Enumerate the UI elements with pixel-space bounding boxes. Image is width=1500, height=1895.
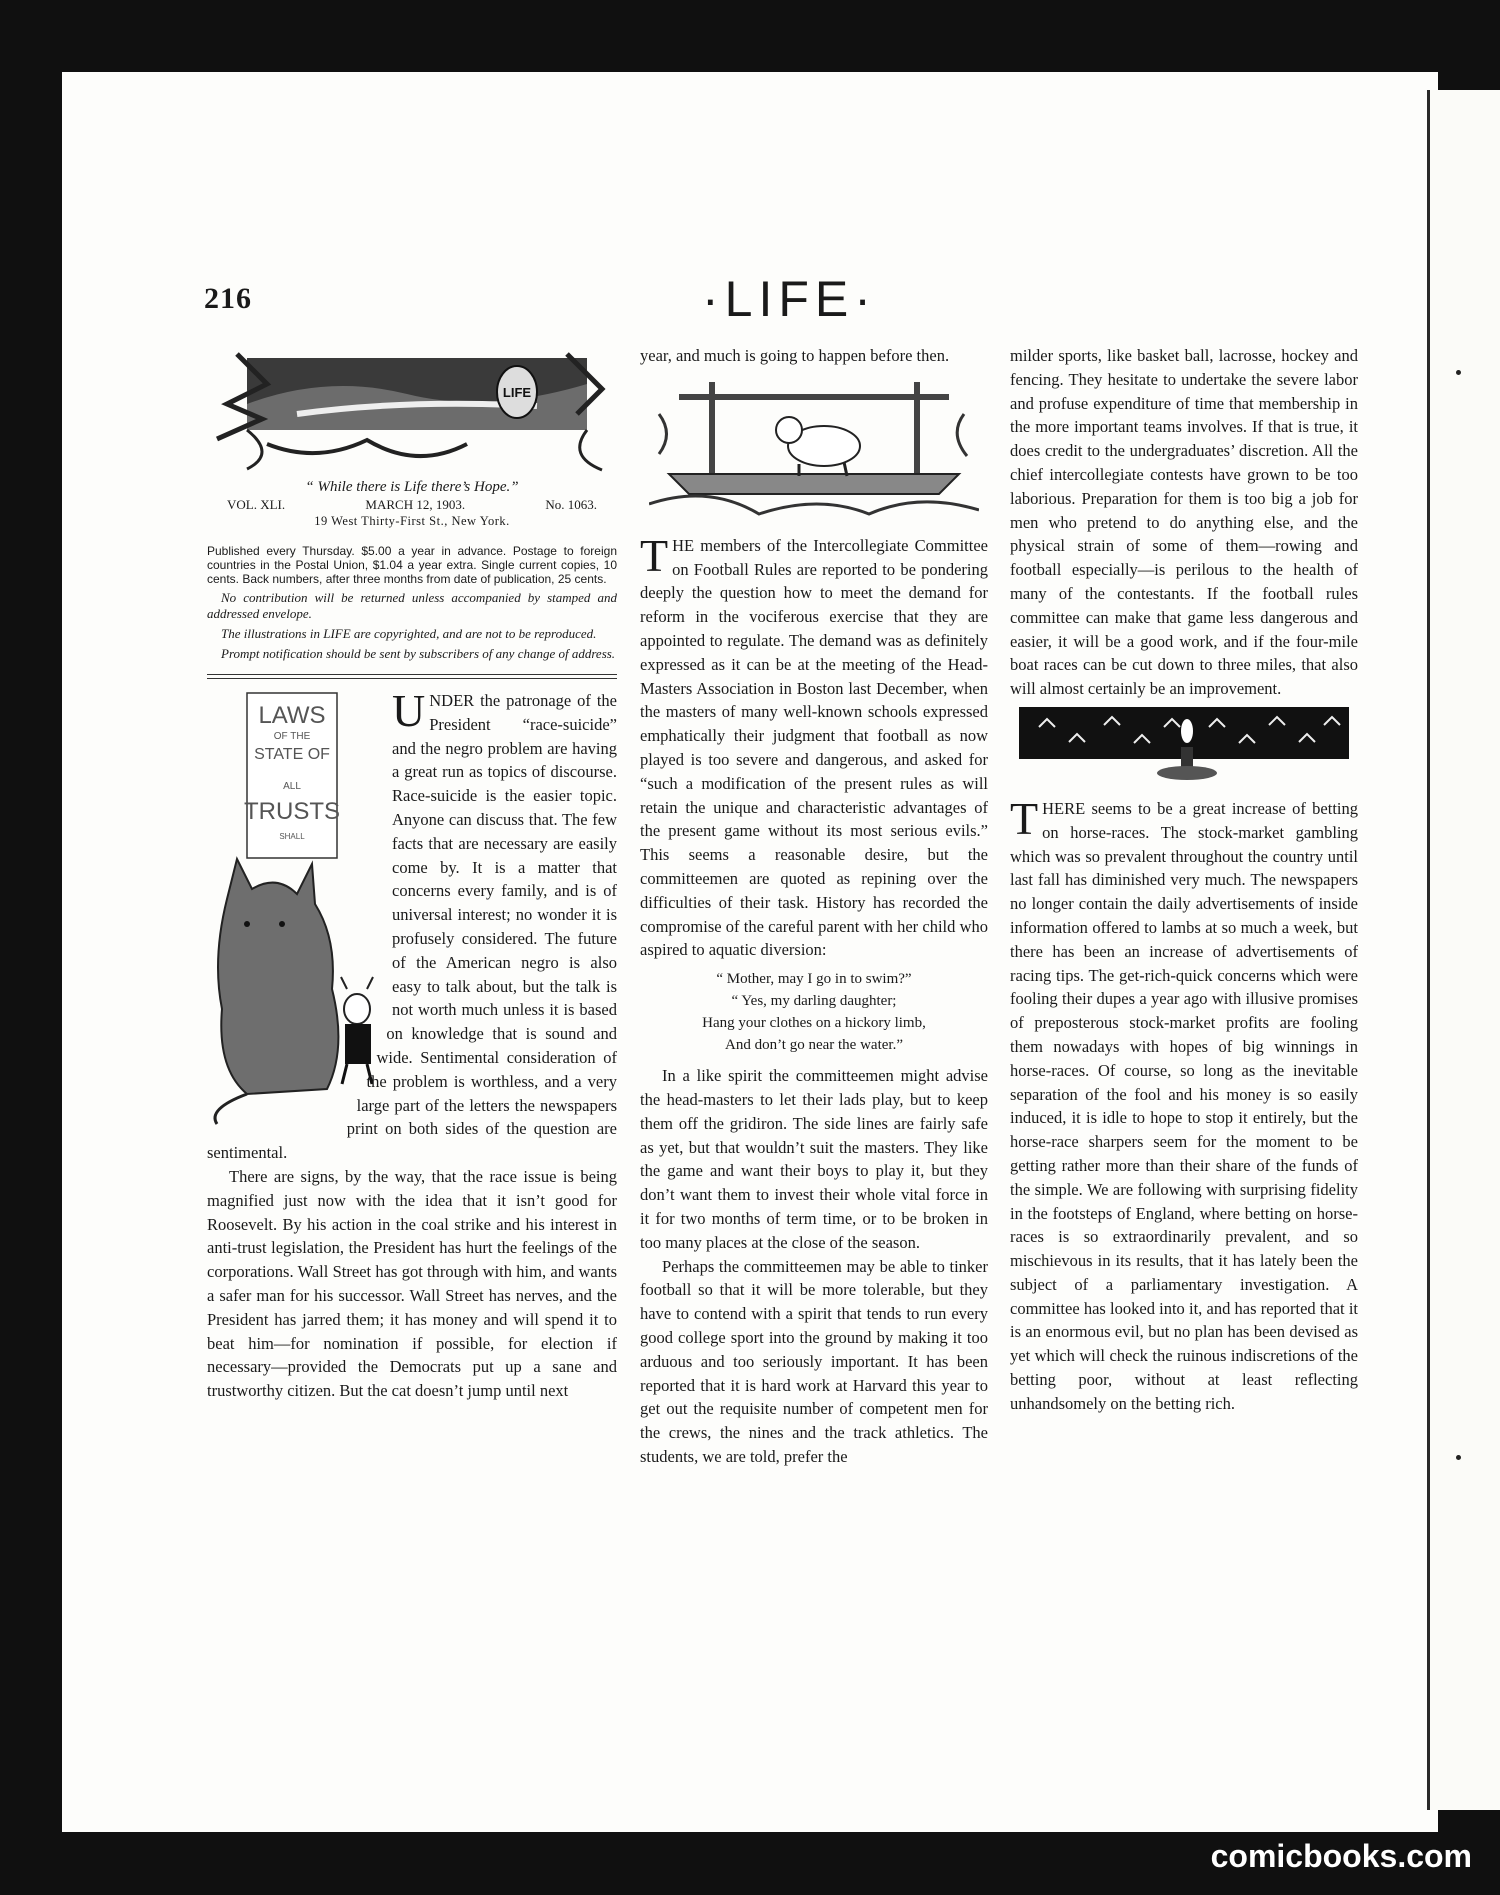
drop-cap-u: U (392, 685, 426, 736)
verse-line-3: Hang your clothes on a hickory limb, (702, 1015, 926, 1032)
dog-on-bench-illustration (649, 374, 979, 524)
column-2-continuation: year, and much is going to happen before then. (640, 346, 950, 365)
volume-number: VOL. XLI. (227, 497, 286, 512)
magazine-page (62, 72, 1438, 1832)
poster-all-text: ALL (283, 781, 301, 792)
poster-state-of-text: STATE OF (254, 746, 330, 763)
motto: “ While there is Life there’s Hope.” (305, 479, 519, 495)
notice-address-change: Prompt notification should be sent by subscribers of any change of address. (221, 646, 616, 661)
drop-cap-t-football: T (640, 529, 669, 581)
banner-logo-text: LIFE (502, 385, 532, 400)
verse-quote (640, 968, 988, 1056)
banner-illustration (207, 344, 617, 474)
volume-line (207, 496, 617, 513)
article-football-paragraph-3: Perhaps the committeemen may be able to tinker football so that it will be more tolerable, but they have to contend with a spirit that tends to run every good college sport into the ground by making it too arduous and too seriously important. It has been reported that it is hard work at Harvard this year to get out the requisite number of competent men for the crews, the nines and the track athletics. The students, we are told, prefer the (640, 1256, 988, 1466)
drop-cap-t-betting: T (1010, 792, 1039, 844)
publication-info: Published every Thursday. $5.00 a year in advance. Postage to foreign countries in the Postal Union, $1.04 a year extra. Single current copies, 10 cents. Back numbers, after three months from date of publication, 25 cents. (207, 544, 617, 586)
cat-and-mouse-illustration (207, 689, 382, 1129)
poster-trusts-text: TRUSTS (244, 798, 340, 825)
adjacent-page-edge (1427, 90, 1500, 1810)
masthead-title: ·LIFE· (702, 271, 877, 327)
page-number: 216 (204, 282, 252, 315)
article-race-suicide-paragraph-2: There are signs, by the way, that the race issue is being magnified just now with the idea that it isn’t good for Roosevelt. By his action in the coal strike and his interest in anti-trust legislation, the President has hurt the feelings of the corporations. Wall Street has got through with him, and wants a safer man for his successor. Wall Street has nerves, and the President has jarred them; it has money and will spend it to beat him—for nomination if possible, for election if necessary—provided the Democrats put up a sane and trustworthy citizen. But the cat doesn’t jump until next (207, 1166, 617, 1401)
poster-small-text: SHALL (279, 832, 305, 841)
watermark: comicbooks.com (1210, 1838, 1472, 1874)
article-football-paragraph-1: THE members of the Intercollegiate Committee on Football Rules are reported to be pondering deeply the question how to meet the demand for reform in the vociferous exercise that they are appointed to regulate. The demand was as definitely expressed as it can be at the meeting of the Head-Masters Association in Boston last December, when the masters of many well-known schools expressed emphatically their judgment that football as now played is too severe and dangerous, and asked for “such a modification of the present rules as will retain the unique and characteristic advantages of the present game without its most serious evils.” This seems a reasonable desire, but the committeemen are quoted as repining over the difficulties of their task. History has recorded the compromise of the careful parent with her child who aspired to aquatic diversion: (640, 529, 988, 960)
notice-contributions: No contribution will be returned unless accompanied by stamped and addressed envelope. (207, 590, 617, 621)
verse-line-4: And don’t go near the water.” (724, 1037, 903, 1054)
moths-candle-illustration (1019, 707, 1349, 787)
poster-of-the-text: OF THE (273, 731, 311, 742)
column-3 (1010, 344, 1358, 1416)
verse-line-1: “ Mother, may I go in to swim?” (716, 971, 912, 988)
article-football-paragraph-2: In a like spirit the committeemen might advise the head-masters to let their lads play, but to keep them off the gridiron. The side lines are fairly safe as yet, but that wouldn’t suit the masters. They like the game and want their boys to play it, but they don’t want them to invest their whole vital force in it for two months of term time, or to be broken in too many places at the close of the season. (640, 1066, 988, 1252)
issue-number: No. 1063. (545, 497, 597, 512)
issue-date: MARCH 12, 1903. (365, 497, 466, 512)
article-race-suicide-paragraph-1: UNDER the patronage of the President “race-suicide” and the negro problem are having a great run as topics of discourse. Race-suicide is the easier topic. Anyone can discuss that. The few facts that are necessary are easily come by. It is a matter that concerns every family, and is of universal interest; no wonder it is profusely considered. The future of the American negro is also easy to talk about, but the talk is not worth much unless it is based on knowledge that is sound and wide. Sentimental consideration of the problem is worthless, and a very large part of the letters the newspapers print on both sides of the question are sentimental. (207, 685, 617, 1163)
column-3-continuation: milder sports, like basket ball, lacrosse, hockey and fencing. They hesitate to undertake the severe labor and profuse expenditure of time that membership in the more important teams involves. If that is true, it does credit to the undergraduates’ discretion. All the chief intercollegiate contests have grown to be too laborious. Preparation for them is too big a job for men who pretend to do anything else, and the physical strain of some of them—rowing and football especially—is perilous to the health of many of the contestants. If the football rules committee can make that game less dangerous and easier, it will be a good work, and if the four-mile boat races can be cut down to three miles, that also will almost certainly be an improvement. (1010, 346, 1358, 699)
verse-line-2: “ Yes, my darling daughter; (731, 993, 897, 1010)
notice-copyright: The illustrations in LIFE are copyrighted, and are not to be reproduced. (221, 626, 597, 641)
double-rule-divider (207, 674, 617, 679)
publisher-address: 19 West Thirty-First St., New York. (314, 514, 510, 528)
column-1 (207, 344, 617, 1403)
article-betting-paragraph-1: THERE seems to be a great increase of betting on horse-races. The stock-market gambling which was so prevalent throughout the country until last fall has diminished very much. The newspapers no longer contain the daily advertisements of inside information offered to lambs at so much a week, but there has been an increase of advertisements of racing tips. The get-rich-quick concerns which were fooling their dupes a year ago with illusive promises of preposterous stock-market profits are fooling them nowadays with hopes of big winnings in horse-races. Of course, so long as the inevitable separation of the fool and his money is so easily induced, it is idle to hope to stop it entirely, but the horse-race sharpers seem for the moment to be getting rather more than their share of the funds of the simple. We are following with surprising fidelity in the footsteps of England, where betting on horse-races is so extraordinarily prevalent, and so mischievous in its results, that it has lately been the subject of a parliamentary investigation. A committee has looked into it, and has reported that it is an enormous evil, but no plan has been devised as yet which will check the ruinous indiscretions of the betting poor, without at least reflecting unhandsomely on the betting rich. (1010, 792, 1358, 1413)
column-2 (640, 344, 988, 1469)
poster-laws-text: LAWS (258, 702, 326, 729)
